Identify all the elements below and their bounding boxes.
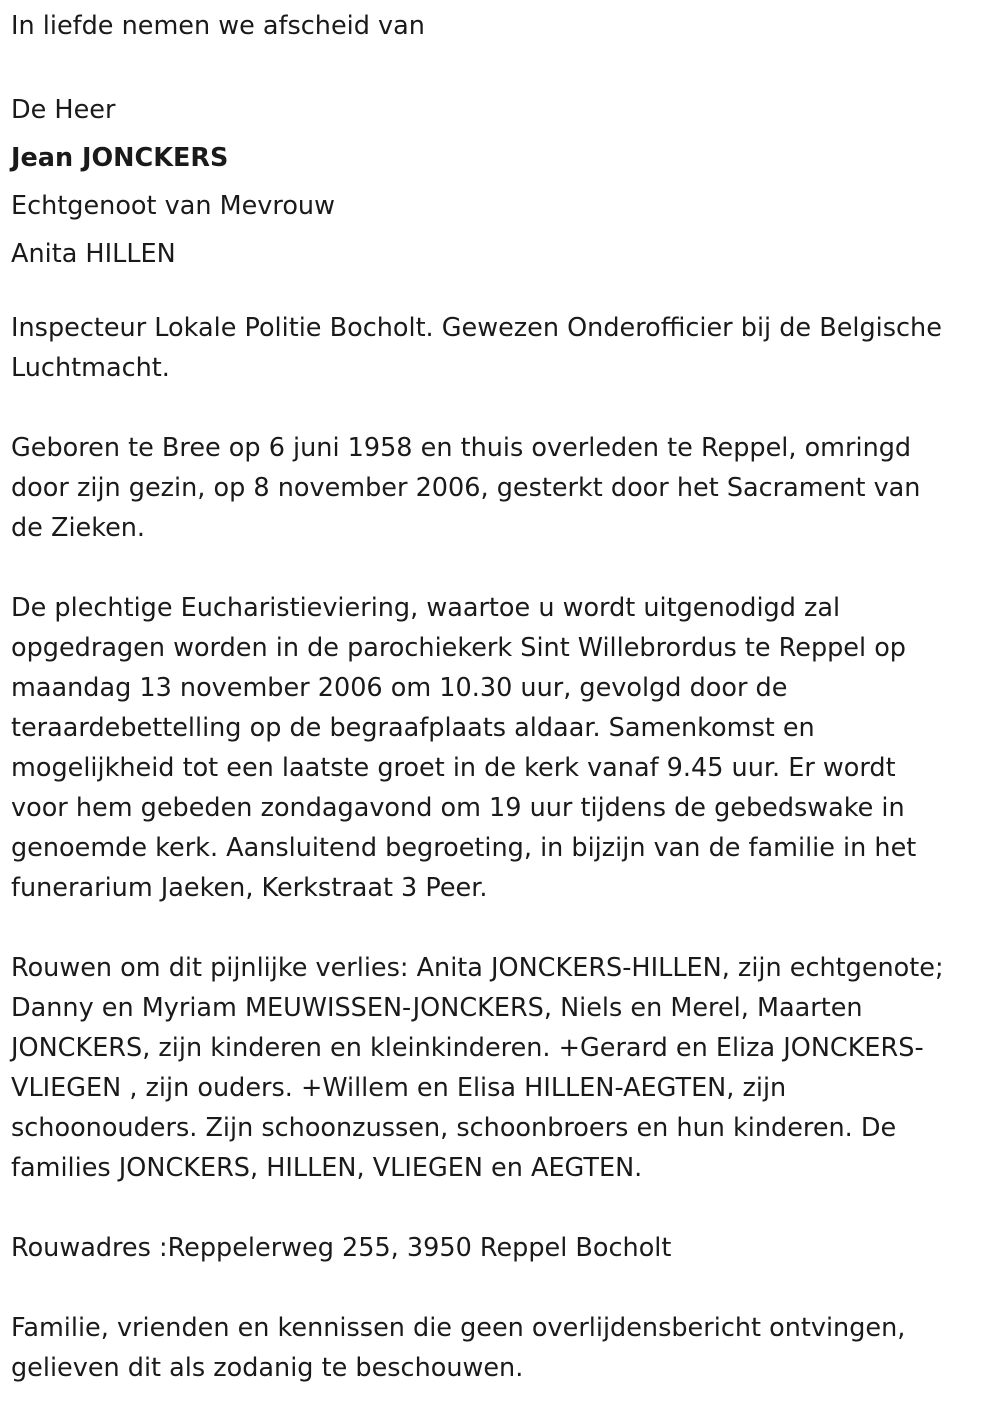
- ceremony-paragraph: [11, 588, 992, 908]
- spouse-name: Anita HILLEN: [11, 239, 176, 269]
- paragraph-line: teraardebettelling op de begraafplaats aldaar. Samenkomst en: [11, 713, 815, 743]
- paragraph-line: Rouwen om dit pijnlijke verlies: Anita JONCKERS-HILLEN, zijn echtgenote;: [11, 953, 944, 983]
- spacer: [11, 46, 992, 86]
- paragraph-line: Danny en Myriam MEUWISSEN-JONCKERS, Niels en Merel, Maarten: [11, 993, 863, 1023]
- honorific: De Heer: [11, 95, 116, 125]
- paragraph-line: gelieven dit als zodanig te beschouwen.: [11, 1353, 524, 1383]
- paragraph-line: de Zieken.: [11, 513, 146, 543]
- paragraph-line: VLIEGEN , zijn ouders. +Willem en Elisa HILLEN-AEGTEN, zijn: [11, 1073, 787, 1103]
- paragraph-line: JONCKERS, zijn kinderen en kleinkinderen. +Gerard en Eliza JONCKERS-: [11, 1033, 924, 1063]
- spacer: [11, 278, 992, 308]
- paragraph-line: door zijn gezin, op 8 november 2006, gesterkt door het Sacrament van: [11, 473, 921, 503]
- spacer: [11, 388, 992, 428]
- mourners-paragraph: [11, 948, 992, 1188]
- paragraph-line: maandag 13 november 2006 om 10.30 uur, gevolgd door de: [11, 673, 788, 703]
- paragraph-line: families JONCKERS, HILLEN, VLIEGEN en AEGTEN.: [11, 1153, 643, 1183]
- paragraph-line: De plechtige Eucharistieviering, waartoe u wordt uitgenodigd zal: [11, 593, 841, 623]
- paragraph-line: schoonouders. Zijn schoonzussen, schoonbroers en hun kinderen. De: [11, 1113, 897, 1143]
- paragraph-line: funerarium Jaeken, Kerkstraat 3 Peer.: [11, 873, 488, 903]
- paragraph-line: mogelijkheid tot een laatste groet in de kerk vanaf 9.45 uur. Er wordt: [11, 753, 896, 783]
- spacer: [11, 1268, 992, 1308]
- mourning-address: Rouwadres :Reppelerweg 255, 3950 Reppel Bocholt: [11, 1233, 672, 1263]
- paragraph-line: genoemde kerk. Aansluitend begroeting, in bijzijn van de familie in het: [11, 833, 917, 863]
- deceased-name: Jean JONCKERS: [11, 143, 229, 173]
- birth-death-paragraph: [11, 428, 992, 548]
- spacer: [11, 908, 992, 948]
- intro-text: In liefde nemen we afscheid van: [11, 11, 425, 41]
- spouse-label: Echtgenoot van Mevrouw: [11, 191, 335, 221]
- spacer: [11, 1188, 992, 1228]
- closing-paragraph: [11, 1308, 992, 1388]
- paragraph-line: Luchtmacht.: [11, 353, 170, 383]
- paragraph-line: Familie, vrienden en kennissen die geen overlijdensbericht ontvingen,: [11, 1313, 906, 1343]
- spacer: [11, 548, 992, 588]
- paragraph-line: Inspecteur Lokale Politie Bocholt. Gewezen Onderofficier bij de Belgische: [11, 313, 942, 343]
- paragraph-line: opgedragen worden in de parochiekerk Sint Willebrordus te Reppel op: [11, 633, 906, 663]
- paragraph-line: voor hem gebeden zondagavond om 19 uur tijdens de gebedswake in: [11, 793, 905, 823]
- paragraph-line: Geboren te Bree op 6 juni 1958 en thuis overleden te Reppel, omringd: [11, 433, 912, 463]
- profession-paragraph: [11, 308, 992, 388]
